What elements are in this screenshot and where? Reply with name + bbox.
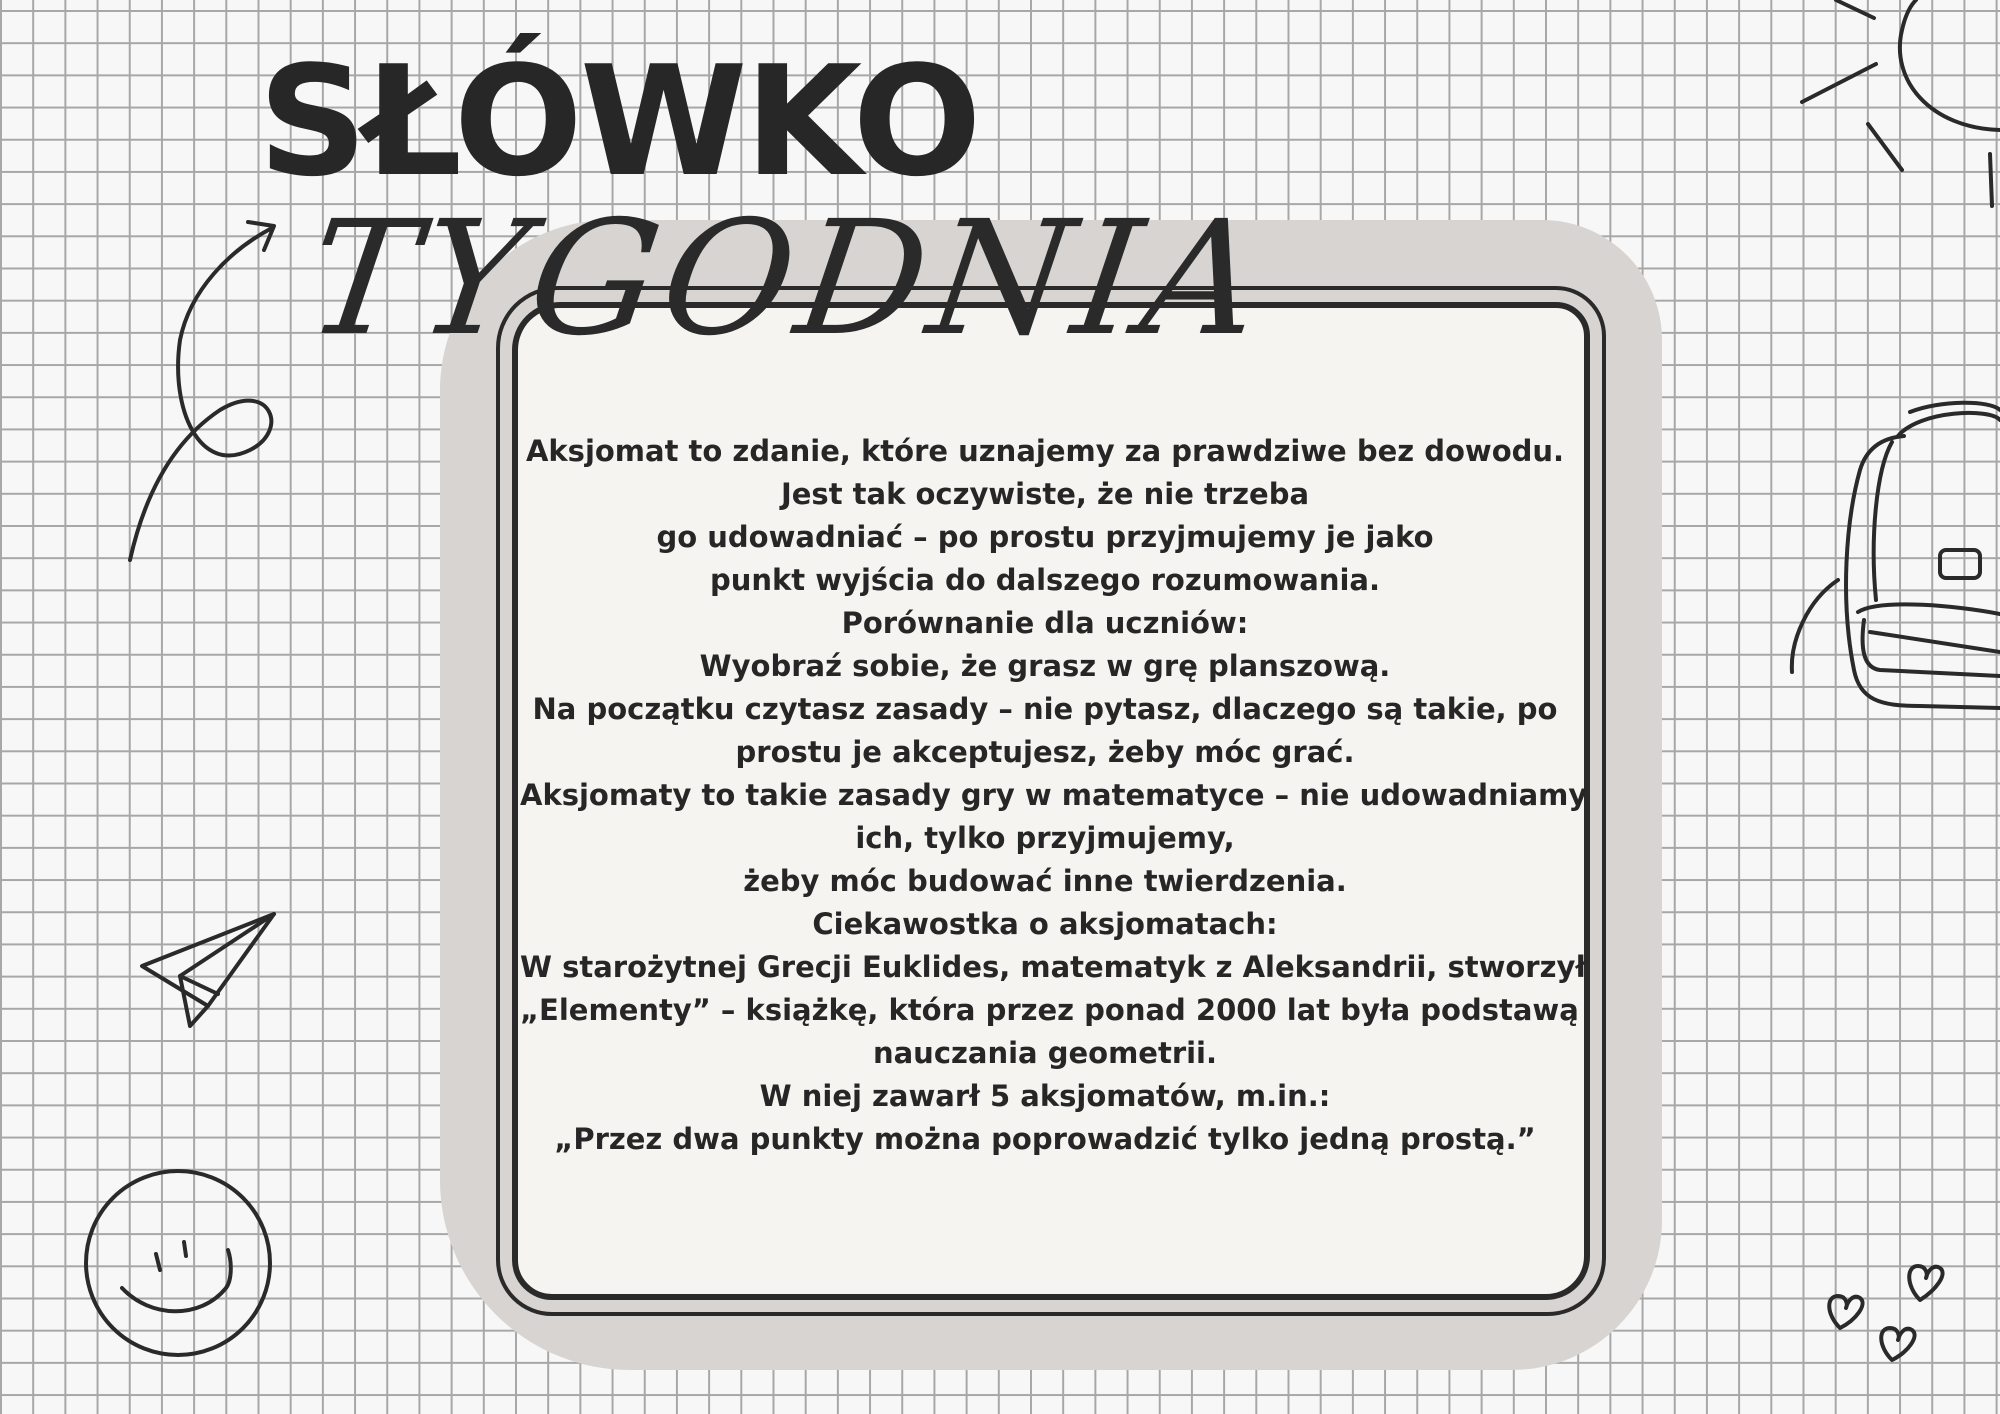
- backpack-icon: [1792, 403, 2000, 708]
- title-main: SŁÓWKO: [258, 33, 979, 210]
- title-script: TYGODNIA: [297, 187, 1278, 371]
- sun-icon: [1802, 0, 2000, 206]
- body-line: W starożytnej Grecji Euklides, matematyk z Aleksandrii, stworzył: [520, 950, 1587, 984]
- body-line: żeby móc budować inne twierdzenia.: [743, 864, 1347, 898]
- body-line: W niej zawarł 5 aksjomatów, m.in.:: [759, 1079, 1331, 1113]
- card-body-text: [520, 430, 1588, 1161]
- body-line: „Przez dwa punkty można poprowadzić tylko jedną prostą.”: [554, 1122, 1536, 1156]
- body-line: „Elementy” – książkę, która przez ponad 2000 lat była podstawą: [520, 993, 1579, 1027]
- body-line: nauczania geometrii.: [872, 1036, 1218, 1070]
- body-line: Na początku czytasz zasady – nie pytasz, dlaczego są takie, po: [532, 692, 1558, 726]
- hearts-icon: [1829, 1266, 1942, 1360]
- body-line: Porównanie dla uczniów:: [841, 606, 1249, 640]
- body-line: ich, tylko przyjmujemy,: [855, 821, 1235, 855]
- body-line: punkt wyjścia do dalszego rozumowania.: [709, 563, 1381, 597]
- paper-plane-icon: [142, 914, 274, 1026]
- body-line: Aksjomaty to takie zasady gry w matematyce – nie udowadniamy: [520, 778, 1588, 812]
- body-line: Wyobraź sobie, że grasz w grę planszową.: [699, 649, 1391, 683]
- smiley-face-icon: [86, 1171, 270, 1355]
- body-line: prostu je akceptujesz, żeby móc grać.: [735, 735, 1355, 769]
- body-line: go udowadniać – po prostu przyjmujemy je jako: [656, 520, 1434, 554]
- body-line: Jest tak oczywiste, że nie trzeba: [780, 477, 1310, 511]
- body-line: Ciekawostka o aksjomatach:: [812, 907, 1278, 941]
- curly-arrow-icon: [130, 222, 274, 560]
- body-line: Aksjomat to zdanie, które uznajemy za prawdziwe bez dowodu.: [525, 434, 1565, 468]
